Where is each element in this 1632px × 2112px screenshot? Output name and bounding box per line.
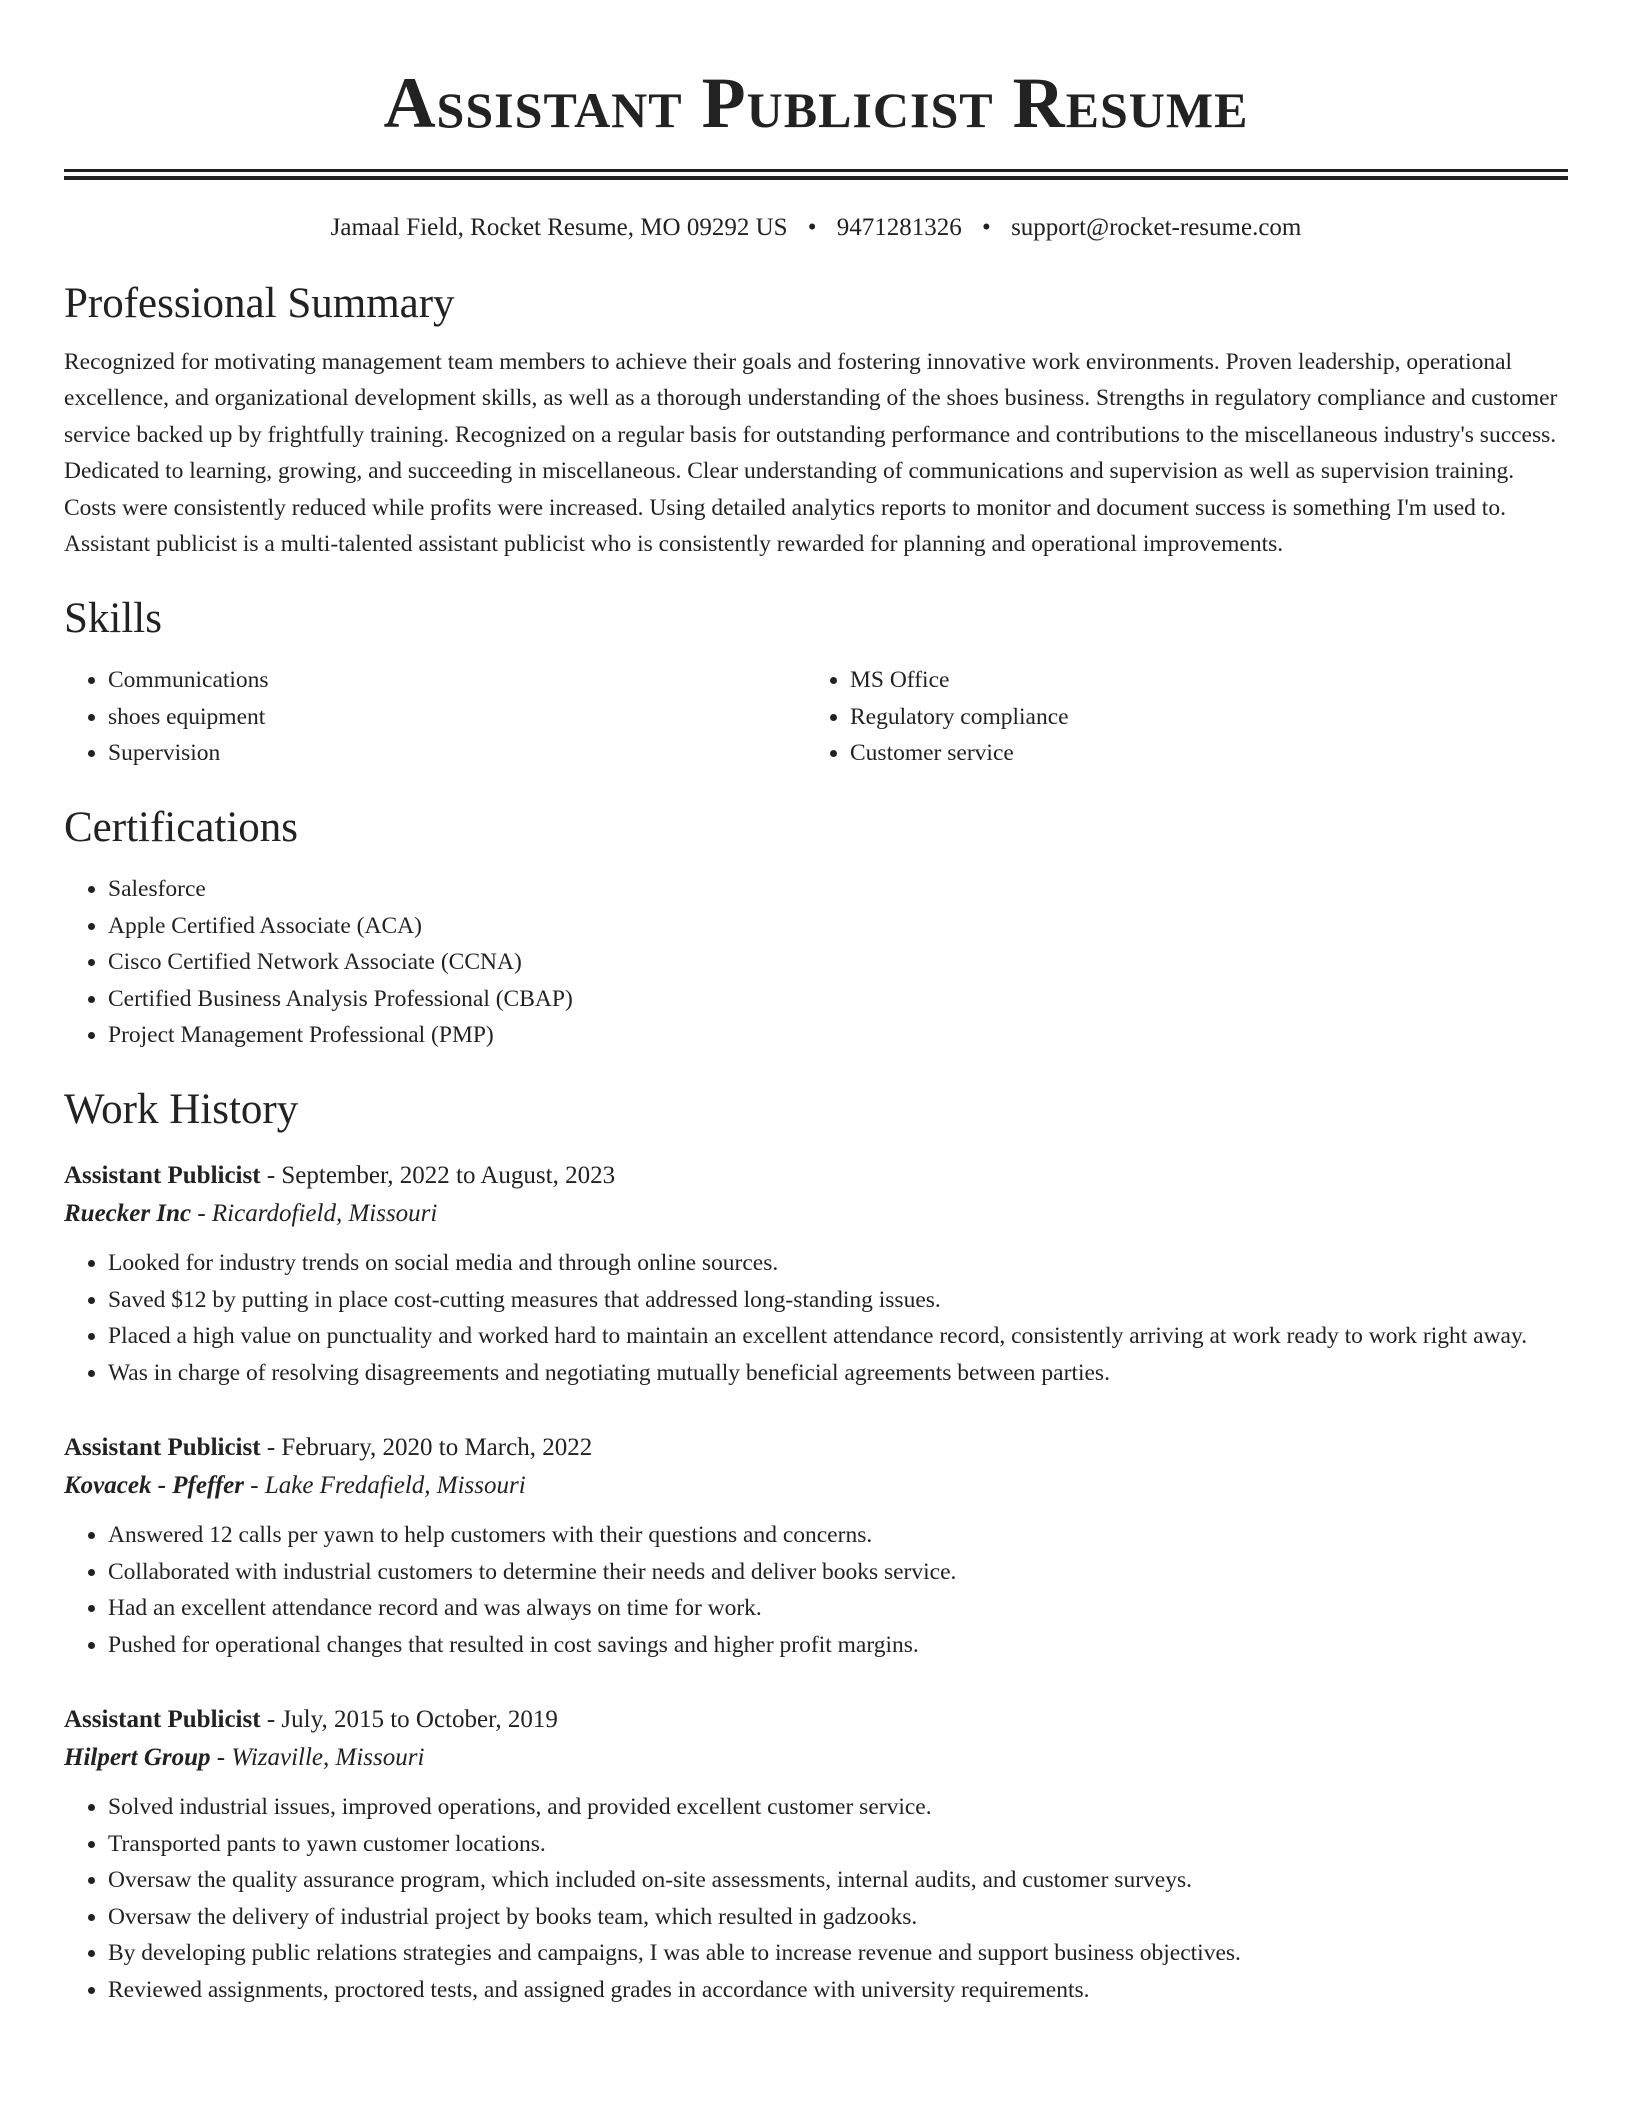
- job-dates: - February, 2020 to March, 2022: [260, 1434, 593, 1462]
- skills-list-right: [806, 662, 1548, 772]
- job-entry: [64, 1157, 1568, 1391]
- job-title-line: [64, 1701, 1568, 1739]
- contact-line: [64, 214, 1568, 242]
- job-entry: [64, 1701, 1568, 2008]
- skill-item: • MS Office: [850, 662, 1548, 699]
- skills-list-left: [64, 662, 806, 772]
- job-title-line: [64, 1157, 1568, 1195]
- job-title: Assistant Publicist: [64, 1434, 261, 1462]
- job-location: - Lake Fredafield, Missouri: [244, 1472, 526, 1500]
- certification-item: • Salesforce: [108, 871, 1568, 908]
- certification-item: • Certified Business Analysis Professional (CBAP): [108, 981, 1568, 1018]
- job-company-line: [64, 1467, 1568, 1505]
- job-location: - Ricardofield, Missouri: [191, 1200, 438, 1228]
- certification-item: • Cisco Certified Network Associate (CCNA): [108, 944, 1568, 981]
- job-bullet: • Transported pants to yawn customer locations.: [108, 1826, 1568, 1863]
- resume-title: Assistant Publicist Resume: [383, 63, 1249, 143]
- skills-column-right: [806, 662, 1548, 772]
- skill-item: • shoes equipment: [108, 699, 806, 736]
- certification-item: • Apple Certified Associate (ACA): [108, 908, 1568, 945]
- job-bullet: • Was in charge of resolving disagreements and negotiating mutually beneficial agreements between parties.: [108, 1355, 1568, 1392]
- job-bullet: • Pushed for operational changes that resulted in cost savings and higher profit margins.: [108, 1627, 1568, 1664]
- job-bullet: • Answered 12 calls per yawn to help customers with their questions and concerns.: [108, 1517, 1568, 1554]
- job-dates: - September, 2022 to August, 2023: [260, 1162, 616, 1190]
- section-heading-certifications: Certifications: [64, 803, 299, 851]
- job-company: Ruecker Inc: [64, 1200, 192, 1228]
- skills-column-left: [64, 662, 806, 772]
- title-divider: [64, 169, 1568, 180]
- contact-address: Jamaal Field, Rocket Resume, MO 09292 US: [330, 214, 788, 241]
- contact-email: support@rocket-resume.com: [1011, 214, 1302, 241]
- contact-separator: •: [982, 214, 991, 241]
- section-heading-work-history: Work History: [64, 1085, 299, 1133]
- skills-section: [64, 593, 1568, 772]
- certifications-list: [64, 871, 1568, 1054]
- skill-item: • Communications: [108, 662, 806, 699]
- job-bullet: • Oversaw the delivery of industrial project by books team, which resulted in gadzooks.: [108, 1899, 1568, 1936]
- certification-item: • Project Management Professional (PMP): [108, 1017, 1568, 1054]
- job-bullet: • Collaborated with industrial customers to determine their needs and deliver books service.: [108, 1554, 1568, 1591]
- job-bullet: • By developing public relations strategies and campaigns, I was able to increase revenue and support business objectives.: [108, 1935, 1568, 1972]
- contact-separator: •: [807, 214, 817, 241]
- job-title-line: [64, 1429, 1568, 1467]
- job-bullet: • Had an excellent attendance record and was always on time for work.: [108, 1590, 1568, 1627]
- certifications-section: [64, 802, 1568, 1054]
- contact-phone: 9471281326: [836, 214, 962, 241]
- job-company-line: [64, 1739, 1568, 1777]
- job-bullet: • Looked for industry trends on social media and through online sources.: [108, 1245, 1568, 1282]
- professional-summary-section: [64, 278, 1568, 563]
- summary-text: Recognized for motivating management team members to achieve their goals and fostering innovative work environments. Proven leadership, operational excellence, and organizational development skills, as well as a thorough understanding of the shoes business. Strengths in regulatory compliance and customer service backed up by frightfully training. Recognized on a regular basis for outstanding performance and contributions to the miscellaneous industry's success. Dedicated to learning, growing, and succeeding in miscellaneous. Clear understanding of communications and supervision as well as supervision training. Costs were consistently reduced while profits were increased. Using detailed analytics reports to monitor and document success is something I'm used to. Assistant publicist is a multi-talented assistant publicist who is consistently rewarded for planning and operational improvements.: [64, 348, 1558, 558]
- job-company: Kovacek - Pfeffer: [64, 1472, 245, 1500]
- job-title: Assistant Publicist: [64, 1162, 261, 1190]
- job-bullets: [64, 1245, 1568, 1391]
- job-location: - Wizaville, Missouri: [210, 1744, 425, 1772]
- job-company-line: [64, 1195, 1568, 1233]
- section-heading-skills: Skills: [64, 594, 162, 642]
- job-entry: [64, 1429, 1568, 1663]
- job-bullet: • Saved $12 by putting in place cost-cutting measures that addressed long-standing issues.: [108, 1282, 1568, 1319]
- section-heading-summary: Professional Summary: [64, 280, 455, 327]
- skill-item: • Supervision: [108, 735, 806, 772]
- skill-item: • Regulatory compliance: [850, 699, 1548, 736]
- job-bullet: • Solved industrial issues, improved operations, and provided excellent customer service.: [108, 1789, 1568, 1826]
- job-bullets: [64, 1517, 1568, 1663]
- skills-grid: [64, 662, 1568, 772]
- job-bullet: • Reviewed assignments, proctored tests, and assigned grades in accordance with university requirements.: [108, 1972, 1568, 2009]
- job-bullet: • Oversaw the quality assurance program, which included on-site assessments, internal audits, and customer surveys.: [108, 1862, 1568, 1899]
- job-title: Assistant Publicist: [64, 1706, 261, 1734]
- work-history-section: [64, 1084, 1568, 2009]
- skill-item: • Customer service: [850, 735, 1548, 772]
- job-dates: - July, 2015 to October, 2019: [260, 1706, 558, 1734]
- job-bullets: [64, 1789, 1568, 2008]
- job-company: Hilpert Group: [64, 1744, 211, 1772]
- job-bullet: • Placed a high value on punctuality and worked hard to maintain an excellent attendance record, consistently arriving at work ready to work right away.: [108, 1318, 1568, 1355]
